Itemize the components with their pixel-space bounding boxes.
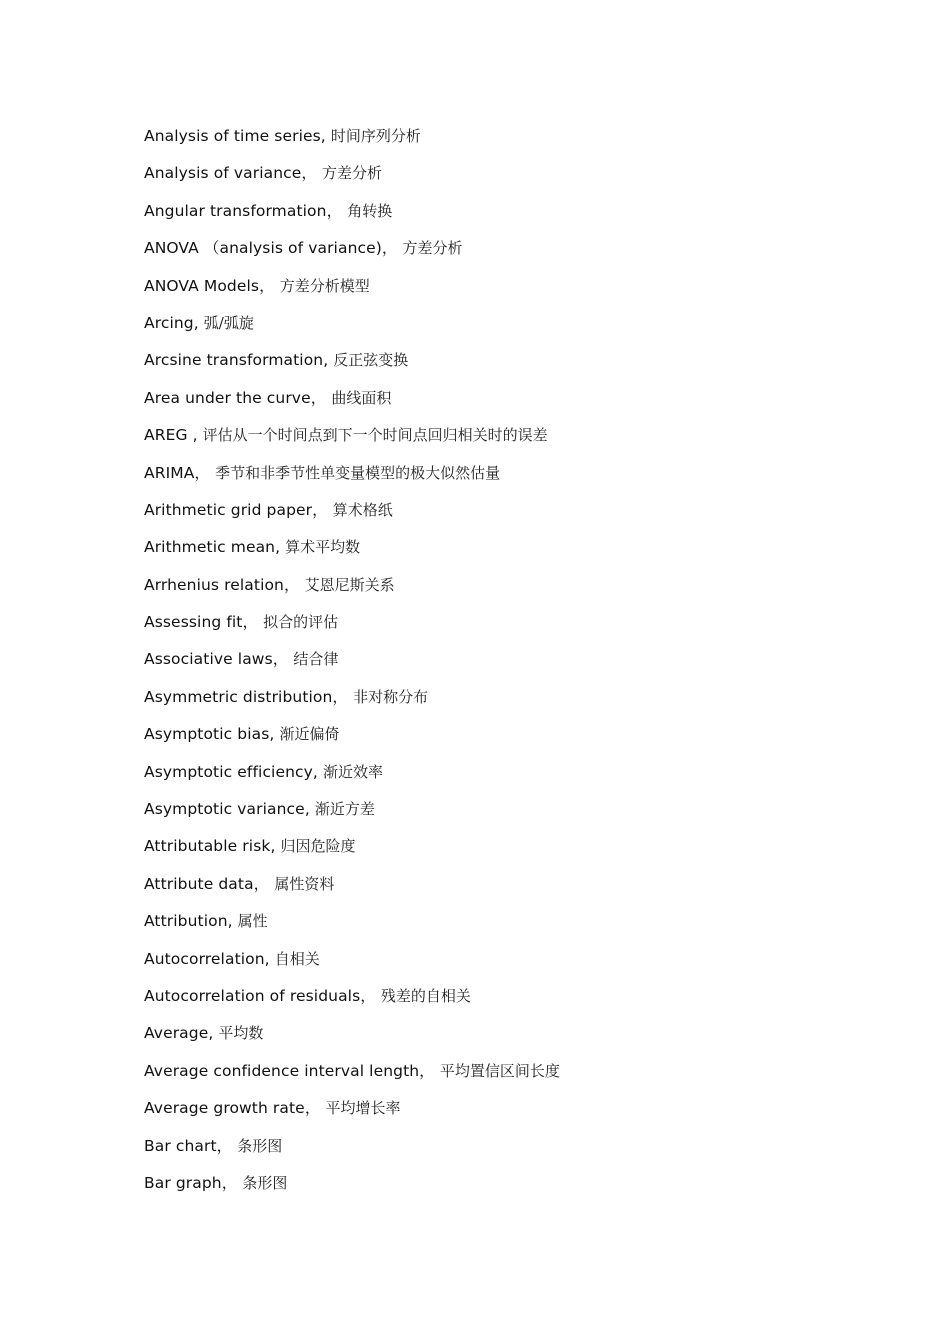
term-chinese: 反正弦变换	[333, 351, 409, 370]
term-english: Autocorrelation of residuals，	[144, 986, 381, 1005]
term-chinese: 属性	[237, 912, 268, 931]
term-chinese: 渐近效率	[322, 762, 383, 781]
list-item	[144, 124, 904, 161]
term-english: Area under the curve，	[144, 388, 332, 407]
list-item	[144, 1059, 904, 1096]
list-item	[144, 161, 904, 198]
list-item	[144, 1096, 904, 1133]
term-english: Arcsine transformation,	[144, 351, 334, 370]
list-item	[144, 984, 904, 1021]
term-english: Attributable risk,	[144, 837, 281, 856]
term-english: AREG ,	[144, 426, 203, 445]
term-english: Asymptotic bias,	[144, 725, 280, 744]
glossary-list	[144, 124, 904, 1208]
term-chinese: 方差分析	[322, 164, 383, 183]
term-chinese: 方差分析模型	[279, 276, 370, 295]
list-item	[144, 872, 904, 909]
term-chinese: 时间序列分析	[330, 127, 421, 145]
term-chinese: 条形图	[242, 1173, 288, 1192]
term-chinese: 结合律	[293, 650, 339, 669]
list-item	[144, 348, 904, 385]
term-english: Attribute data，	[144, 874, 275, 893]
list-item	[144, 610, 904, 647]
term-english: Assessing fit，	[144, 613, 264, 632]
list-item	[144, 535, 904, 572]
term-english: ANOVA Models，	[144, 276, 280, 295]
list-item	[144, 236, 904, 273]
term-chinese: 属性资料	[274, 874, 335, 893]
term-chinese: 评估从一个时间点到下一个时间点回归相关时的误差	[202, 426, 548, 445]
term-chinese: 残差的自相关	[380, 986, 471, 1005]
list-item	[144, 834, 904, 871]
list-item	[144, 199, 904, 236]
list-item	[144, 311, 904, 348]
term-chinese: 平均增长率	[325, 1099, 401, 1118]
term-english: Bar chart，	[144, 1136, 238, 1155]
term-english: ANOVA （analysis of variance)，	[144, 239, 403, 258]
list-item	[144, 461, 904, 498]
list-item	[144, 647, 904, 684]
term-english: Asymptotic variance,	[144, 800, 315, 819]
term-chinese: 渐近方差	[314, 800, 375, 819]
term-english: Angular transformation，	[144, 201, 348, 220]
term-english: Analysis of time series,	[144, 127, 331, 145]
term-chinese: 平均置信区间长度	[439, 1061, 560, 1080]
term-english: Associative laws，	[144, 650, 294, 669]
term-english: Arrhenius relation，	[144, 575, 305, 594]
list-item	[144, 498, 904, 535]
list-item	[144, 760, 904, 797]
term-chinese: 算术平均数	[285, 538, 361, 557]
term-chinese: 艾恩尼斯关系	[304, 575, 395, 594]
list-item	[144, 386, 904, 423]
term-english: Average confidence interval length，	[144, 1061, 440, 1080]
list-item	[144, 722, 904, 759]
list-item	[144, 947, 904, 984]
term-chinese: 拟合的评估	[263, 613, 339, 632]
term-english: Arithmetic mean,	[144, 538, 286, 557]
term-english: Arithmetic grid paper，	[144, 500, 333, 519]
term-english: Analysis of variance，	[144, 164, 323, 183]
term-chinese: 非对称分布	[353, 687, 429, 706]
list-item	[144, 1171, 904, 1208]
term-english: Autocorrelation,	[144, 949, 275, 968]
list-item	[144, 423, 904, 460]
list-item	[144, 573, 904, 610]
term-chinese: 角转换	[347, 201, 393, 220]
list-item	[144, 797, 904, 834]
term-english: Bar graph，	[144, 1173, 243, 1192]
term-english: Attribution,	[144, 912, 238, 931]
list-item	[144, 909, 904, 946]
term-english: Asymmetric distribution，	[144, 687, 354, 706]
term-english: Arcing,	[144, 313, 204, 332]
list-item	[144, 685, 904, 722]
term-english: ARIMA，	[144, 463, 216, 482]
term-chinese: 条形图	[237, 1136, 283, 1155]
term-english: Average growth rate，	[144, 1099, 326, 1118]
term-chinese: 曲线面积	[331, 388, 392, 407]
term-english: Asymptotic efficiency,	[144, 762, 323, 781]
term-english: Average,	[144, 1024, 219, 1043]
term-chinese: 自相关	[274, 949, 320, 968]
term-chinese: 弧/弧旋	[203, 313, 254, 332]
list-item	[144, 274, 904, 311]
list-item	[144, 1021, 904, 1058]
term-chinese: 渐近偏倚	[279, 725, 340, 744]
term-chinese: 算术格纸	[332, 500, 393, 519]
term-chinese: 平均数	[218, 1024, 264, 1043]
list-item	[144, 1134, 904, 1171]
term-chinese: 季节和非季节性单变量模型的极大似然估量	[215, 463, 501, 482]
term-chinese: 方差分析	[402, 239, 463, 258]
term-chinese: 归因危险度	[280, 837, 356, 856]
